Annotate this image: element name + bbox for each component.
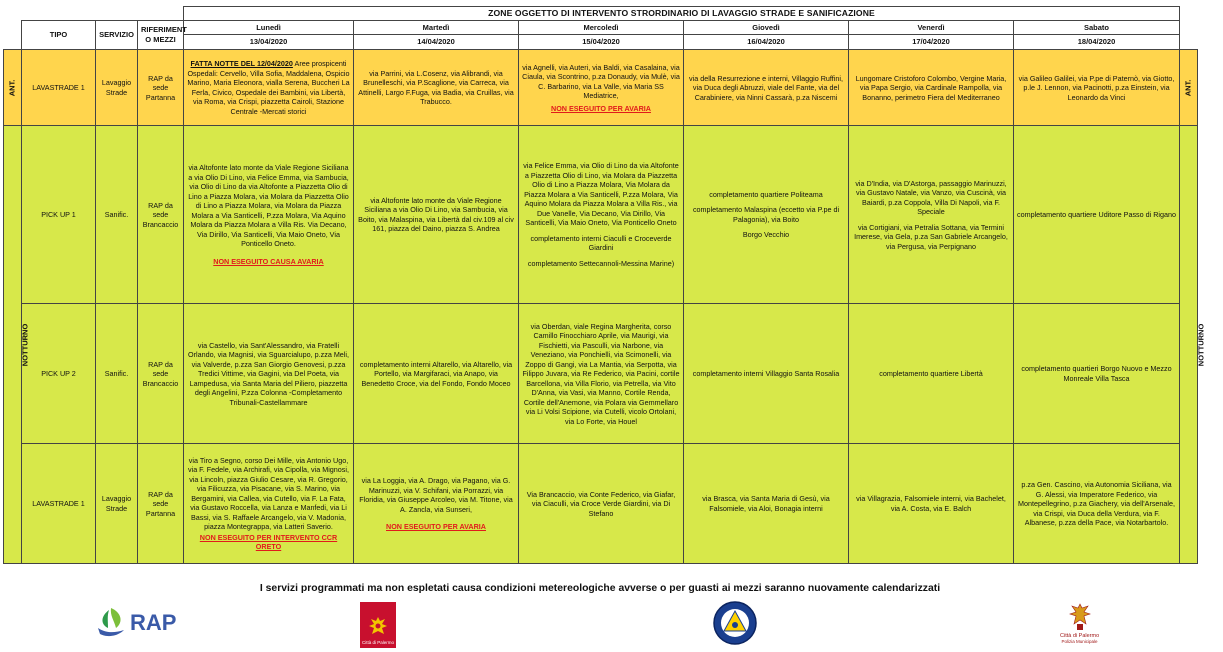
cell-schedule: completamento quartiere Uditore Passo di Rigano	[1014, 126, 1180, 304]
status-not-executed: NON ESEGUITO PER AVARIA	[386, 522, 486, 532]
cell-schedule: via La Loggia, via A. Drago, via Pagano, via G. Marinuzzi, via V. Schifani, via Porrazzi, via Floridia, via Giuseppe Arcoleo, via M. Titone, via A. Zancla, via Sunseri, NON ESEGUITO PER AVARIA	[354, 444, 519, 564]
cell-schedule: via Galileo Galilei, via P.pe di Paternò, via Giotto, p.le J. Lennon, via Pacinotti, p.za Einstein, via Leonardo da Vinci	[1014, 50, 1180, 126]
cell-schedule: via della Resurrezione e interni, Villaggio Ruffini, via Duca degli Abruzzi, viale del Fante, via del Carabiniere, via Ninni Cassarà, p.za Niscemi	[684, 50, 849, 126]
zone-title: ZONE OGGETTO DI INTERVENTO STRORDINARIO DI LAVAGGIO STRADE E SANIFICAZIONE	[184, 7, 1180, 21]
status-not-executed: NON ESEGUITO PER INTERVENTO CCR ORETO	[199, 532, 338, 552]
cell-schedule: via Felice Emma, via Olio di Lino da via Altofonte a Piazzetta Olio di Lino, via Molara da Piazzetta Olio di Lino a Piazza Molara, Via Molara da Piazza Molara a Via Santicelli, P.zza Molara, Via Aquino Molara da Piazza Molara a Villa Ris., via Due Vanelle, Via Decano, Via Dirillo, Via Santicelli, Via Maio Oneto, Via Ponticello Oneto completamento interni Ciaculli e Croceverde Giardini completamento Settecannoli-Messina Marine)	[519, 126, 684, 304]
eagle-crest-icon	[366, 614, 390, 640]
cell-schedule: via Parrini, via L.Cosenz, via Alibrandi, via Brunelleschi, via P.Scaglione, via Carreca, via Attinelli, Largo F.Fuga, via Badia, via Cruillas, via Trabucco.	[354, 50, 519, 126]
side-label-ant: ANT.	[4, 50, 22, 126]
cell-servizio: Lavaggio Strade	[96, 50, 138, 126]
cell-schedule: completamento quartieri Borgo Nuovo e Mezzo Monreale Villa Tasca	[1014, 304, 1180, 444]
schedule-table	[3, 6, 1206, 564]
cell-schedule: FATTA NOTTE DEL 12/04/2020 Aree prospicenti Ospedali: Cervello, Villa Sofia, Maddalena, Ospicio Marino, Maria Eleonora, vialla Serena, Buccheri La Ferla, Civico, Ospedale dei Bambini, via Libertà, via Roma, via Crispi, piazzetta Cairoli, Stazione Centrale -Mercati storici	[184, 50, 354, 126]
date-header: 18/04/2020	[1014, 35, 1180, 50]
header-riferimento: RIFERIMENT O MEZZI	[138, 21, 184, 50]
cell-servizio: Lavaggio Strade	[96, 444, 138, 564]
cell-tipo: PICK UP 2	[22, 304, 96, 444]
cell-schedule: via Castello, via Sant'Alessandro, via Fratelli Orlando, via Magnisi, via Sguarcialupo, p.zza Meli, via Valverde, p.zza San Giorgio Genovesi, p.zza Tredici Vittime, via Gagini, via Del Poeta, via Lampedusa, via Santa Maria del Piliero, piazzetta degli Angelini, P.zza Colonna -Completamento Tribunali-Castellammare	[184, 304, 354, 444]
cell-servizio: Sanific.	[96, 126, 138, 304]
table-row	[4, 126, 1198, 304]
cell-rif: RAP da sede Brancaccio	[138, 304, 184, 444]
cell-schedule: via Brasca, via Santa Maria di Gesù, via Falsomiele, via Aloi, Bonagia interni	[684, 444, 849, 564]
cell-schedule: via Agnelli, via Auteri, via Baldi, via Casalaina, via Ciaula, via Scontrino, p.za Donaudy, via Mulè, via C. Barbarino, via La Valle, via Maria SS Mediatrice, NON ESEGUITO PER AVARIA	[519, 50, 684, 126]
day-header: Giovedì	[684, 21, 849, 35]
table-row	[4, 444, 1198, 564]
cell-tipo: PICK UP 1	[22, 126, 96, 304]
cell-servizio: Sanific.	[96, 304, 138, 444]
protezione-civile-emblem-icon	[712, 600, 758, 646]
date-header: 17/04/2020	[849, 35, 1014, 50]
day-header: Martedì	[354, 21, 519, 35]
header-tipo: TIPO	[22, 21, 96, 50]
cell-rif: RAP da sede Partanna	[138, 444, 184, 564]
cell-schedule: p.za Gen. Cascino, via Autonomia Siciliana, via G. Alessi, via Imperatore Federico, via Montepellegrino, p.za Giachery, via dell'Arsenale, via Crispi, via Duca della Verdura, via F. Albanese, p.zza della Pace, via Notarbartolo.	[1014, 444, 1180, 564]
cell-tipo: LAVASTRADE 1	[22, 444, 96, 564]
day-header: Venerdì	[849, 21, 1014, 35]
status-not-executed: NON ESEGUITO CAUSA AVARIA	[213, 256, 324, 266]
header-servizio: SERVIZIO	[96, 21, 138, 50]
rap-leaf-icon	[96, 606, 126, 640]
status-not-executed: NON ESEGUITO PER AVARIA	[551, 103, 651, 113]
cell-rif: RAP da sede Partanna	[138, 50, 184, 126]
cell-tipo: LAVASTRADE 1	[22, 50, 96, 126]
polizia-municipale-logo: Città di Palermo Polizia Municipale	[1060, 602, 1099, 644]
cell-schedule: completamento quartiere Politeama completamento Malaspina (eccetto via P.pe di Palagonia), via Boito Borgo Vecchio	[684, 126, 849, 304]
day-header: Sabato	[1014, 21, 1180, 35]
side-label-notturno: NOTTURNO	[1180, 126, 1198, 564]
day-header: Lunedì	[184, 21, 354, 35]
cell-schedule: completamento quartiere Libertà	[849, 304, 1014, 444]
cell-schedule: via Villagrazia, Falsomiele interni, via Bachelet, via A. Costa, via E. Balch	[849, 444, 1014, 564]
table-row	[4, 304, 1198, 444]
date-header: 14/04/2020	[354, 35, 519, 50]
eagle-crest-icon	[1067, 602, 1093, 632]
table-row	[4, 50, 1198, 126]
side-label-ant: ANT.	[1180, 50, 1198, 126]
cell-schedule: via D'India, via D'Astorga, passaggio Marinuzzi, via Gustavo Natale, via Vanzo, via Cuscinà, via Baiardi, p.za Coppola, Villa Di Napoli, via F. Speciale via Cortigiani, via Petralia Sottana, via Termini Imerese, via Gela, p.za San Gabriele Arcangelo, via Pergusa, via Perpignano	[849, 126, 1014, 304]
date-header: 15/04/2020	[519, 35, 684, 50]
cell-schedule: via Oberdan, viale Regina Margherita, corso Camillo Finocchiaro Aprile, via Maurigi, via Fischietti, via Pasculli, via Narbone, via Veneziano, via Ponchielli, via Scimonelli, via Zoppo di Gangi, via La Mantia, via Serpotta, via Filippo Juvara, via Re Federico, via Pacini, cortile Barcellona, via Villa Florio, via Petrella, via Vito D'Anna, via Vasi, via Manno, Cortile Renda, Cortile dell'Anemone, via Polara via Gemmellaro via Li Volsi Scipione, via Cutelli, vicolo Ortolani, via Lo Forte, via Houel	[519, 304, 684, 444]
day-header: Mercoledì	[519, 21, 684, 35]
cell-schedule: via Altofonte lato monte da Viale Regione Siciliana a via Olio Di Lino, via Sambucia, via Boito, via Malaspina, via Libertà dal civ.109 al civ 161, piazza del Daino, piazza S. Andrea	[354, 126, 519, 304]
cell-rif: RAP da sede Brancaccio	[138, 126, 184, 304]
cell-schedule: completamento interni Villaggio Santa Rosalia	[684, 304, 849, 444]
cell-schedule: Lungomare Cristoforo Colombo, Vergine Maria, via Papa Sergio, via Cardinale Rampolla, via Bonanno, perimetro Fiera del Mediterraneo	[849, 50, 1014, 126]
cell-schedule: via Tiro a Segno, corso Dei Mille, via Antonio Ugo, via F. Fedele, via Archirafi, via Cipolla, via Mignosi, via Lincoln, piazza Giulio Cesare, via R. Gregorio, via Filicuzza, via Pisacane, via S. Marino, via Bergamini, via Callea, via Cutello, via F. La Fata, via Gustavo Roccella, via Lanza e Manfedi, via Li Bassi, via S. Raffaele Arcangelo, via V. Madonia, piazza Montegrappa, via Latteri Saverio. NON ESEGUITO PER INTERVENTO CCR ORETO	[184, 444, 354, 564]
footer-note: I servizi programmati ma non espletati causa condizioni metereologiche avverse o per guasti ai mezzi saranno nuovamente calendarizzati	[259, 583, 941, 594]
cell-schedule: via Altofonte lato monte da Viale Regione Siciliana a via Olio Di Lino, via Felice Emma, via Sambucia, via Olio di Lino da via Altofonte a Piazzetta Olio di Lino a Piazza Molara, via Molara da Piazzetta Olio di Lino a Piazza Molara, via Molara da Piazza Molara a Via Santicelli, P.zza Molara, Via Aquino Molara da Piazza Molara a Villa Ris. Via Decano, Via Dirillo, Via Santicelli, Via Maio Oneto, Via Ponticello Oneto. NON ESEGUITO CAUSA AVARIA	[184, 126, 354, 304]
cell-schedule: completamento interni Altarello, via Altarello, via Portello, via Margifaraci, via Anapo, via Benedetto Croce, via del Fondo, Fondo Moceo	[354, 304, 519, 444]
palermo-logo: Città di Palermo	[360, 602, 396, 648]
side-label-notturno: NOTTURNO	[4, 126, 22, 564]
protezione-civile-logo	[712, 600, 758, 646]
rap-logo: RAP	[96, 606, 176, 640]
cell-schedule: Via Brancaccio, via Conte Federico, via Giafar, via Ciaculli, via Croce Verde Giardini, via Di Stefano	[519, 444, 684, 564]
date-header: 13/04/2020	[184, 35, 354, 50]
date-header: 16/04/2020	[684, 35, 849, 50]
